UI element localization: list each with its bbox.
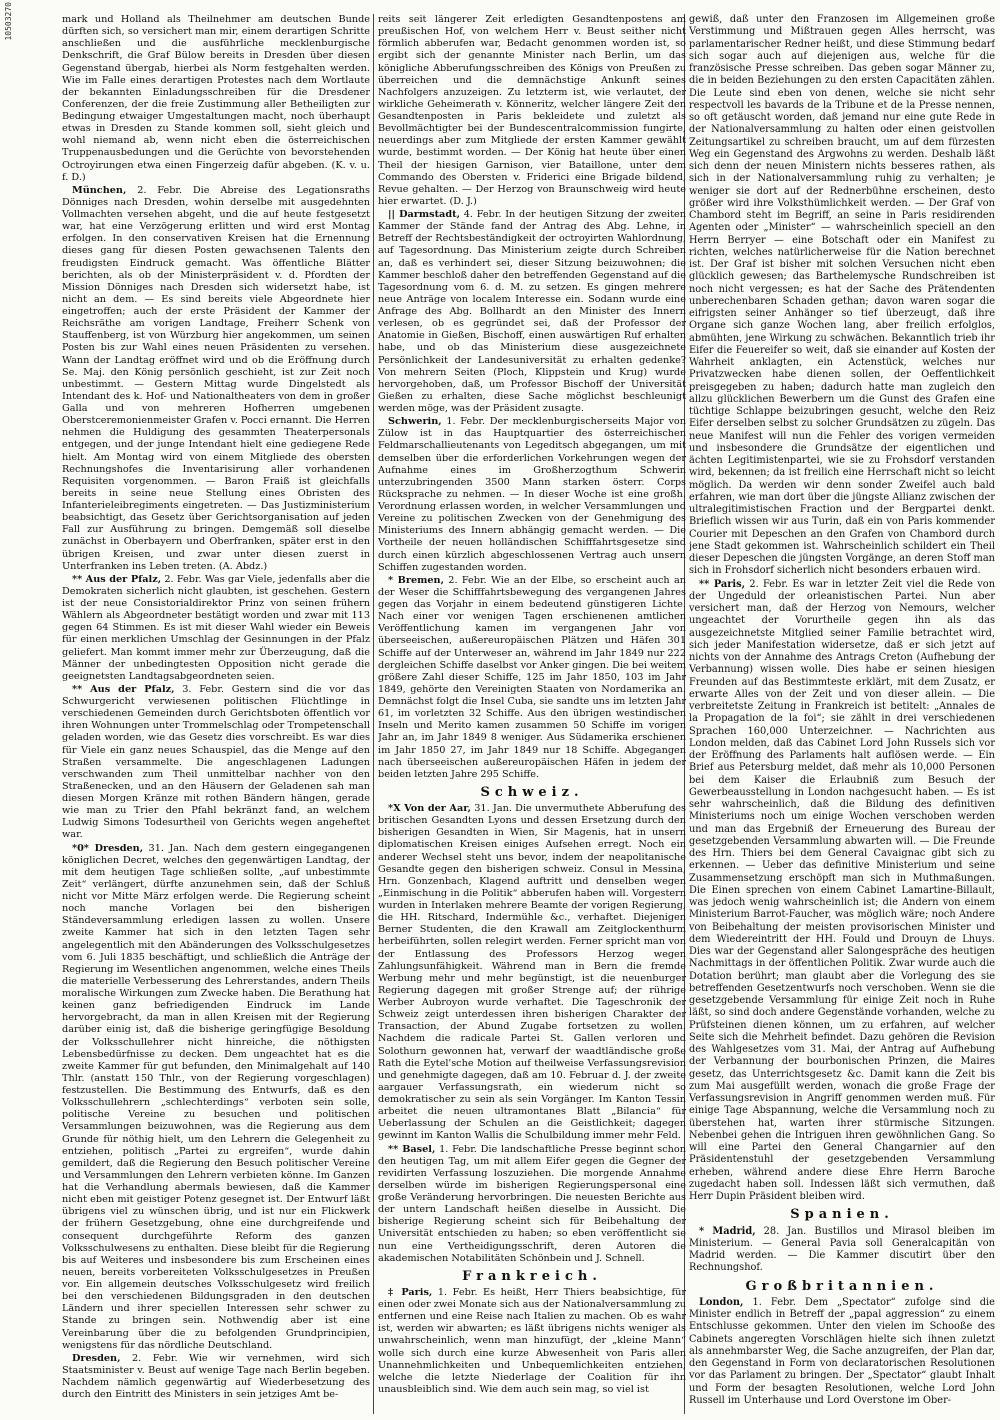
- paragraph-text: 2. Febr. Was gar Viele, jedenfalls aber die Demokraten sicherlich nicht glaubten, ist geschehen. Gestern ist der neue Consistorialdirektor Prinz von seinen frühern Wählern als Abgeordneter bestätigt worden und zwar mit 113 gegen 64 Stimmen. Es ist mit dieser Wahl wieder ein Beweis für einen merklichen Umschlag der Gesinnungen in der Pfalz geliefert. Man kommt immer mehr zur Überzeugung, daß die Männer der unbedingtesten Opposition nicht gerade die geeignetsten Landtagsabgeordneten seien.: [62, 573, 370, 682]
- article-paragraph: [378, 575, 686, 781]
- article-paragraph: [62, 574, 370, 683]
- section-heading: Schweiz.: [480, 784, 584, 800]
- paragraph-text: 2. Febr. Die Abreise des Legationsraths Dönniges nach Dresden, wohin derselbe mit ausgedehnten Vollmachten versehen abgeht, und die auf heute festgesetzt war, hat eine Verzögerung erlitten und wird erst Montag erfolgen. In den conservativen Kreisen hat die Ernennung dieses gang für diesen Posten gewachsenen Talents den freudigsten Eindruck gemacht. Was öffentliche Blätter berichten, als ob der Ministerpräsident v. d. Pfordten der Mission Dönniges nach Dresden sich widersetzt habe, ist nicht an dem. — Es sind bereits viele Abgeordnete hier eingetroffen; auch der erste Präsident der Kammer der Reichsräthe am vorigen Landtage, Freiherr Schenk von Stauffenberg, ist von Würzburg hier angekommen, um seinen Posten bis zur Wahl eines neuen Präsidenten zu versehen. Wann der Landtag eröffnet wird und ob die Eröffnung durch Se. Maj. den König persönlich geschieht, ist zur Zeit noch unbestimmt. — Gestern Mittag wurde Dingelstedt als Intendant des k. Hof- und Nationaltheaters von dem in großer Galla und von mehreren Hofherren umgebenen Oberstceremonienmeister Grafen v. Pocci ernannt. Die Herren nehmen die Huldigung des gesammten Theaterpersonals entgegen, und der junge Intendant hielt eine gediegene Rede hielt. Am Montag wird von einem Mitgliede des obersten Rechnungshofes die Inventarisirung aller vorhandenen Requisiten vorgenommen. — Baron Fraiß ist gleichfalls bereits in seine neue Stellung eines Obristen des Infanterieleibregiments eingetreten. — Das Justizministerium beabsichtigt, das Gesetz über Gerichtsorganisation auf jeden Fall zur Ausführung zu bringen. Demgemäß soll dieselbe zunächst in Oberbayern und Oberfranken, später erst in den übrigen Kreisen, und zwar unter diesen zuerst in Unterfranken ins Leben treten. (A. Abdz.): [62, 184, 370, 572]
- article-paragraph: [62, 843, 370, 1352]
- paragraph-text: 1. Febr. Dem „Spectator“ zufolge sind die Minister endlich in Betreff der „papal aggression“ zu einem Entschlusse gekommen. Unter den vielen im Schooße des Cabinets angeregten Vorschlägen hielte sich ihnen zuletzt als annehmbarster Weg, die Sache anzugreifen, der Plan dar, den Gegenstand in Form von declaratorischen Resolutionen vor das Parlament zu bringen. Der „Spectator“ glaubt Inhalt und Form der besagten Resolutionen, welche Lord John Russell im Unterhause und Lord Overstone im Ober-: [689, 1296, 995, 1406]
- article-paragraph: [62, 185, 370, 573]
- paragraph-text: 1. Febr. Es heißt, Herr Thiers beabsichtige, für einen oder zwei Monate sich aus der Nationalversammlung zu entfernen und eine Reise nach Italien zu machen. Ob es wahr ist, werden wir abwarten; es läßt übrigens nichts weniger als unwahrscheinlich, wenn man hinzufügt, der „kleine Mann“ wolle sich durch eine kurze Abwesenheit von Paris allen Unannehmlichkeiten und Unbequemlichkeiten entziehen, welche die letzte Niederlage der Coalition für ihn unausbleiblich sind. Wie dem auch sein mag, so viel ist: [378, 1286, 686, 1395]
- paragraph-text: 31. Jan. Nach dem gestern eingegangenen königlichen Decret, welches den gegenwärtigen Landtag, der mit dem heutigen Tage schließen sollte, „auf unbestimmte Zeit“ verlängert, dürfte anzunehmen sein, daß der Schluß nicht vor Mitte März erfolgen werde. Die Regierung scheint noch manche Vorlagen bei den bisherigen Ständeversammlung erledigen lassen zu wollen. Unsere zweite Kammer hat sich in den letzten Tagen sehr angelegentlich mit den Abänderungen des Volksschulgesetzes vom 6. Juli 1835 beschäftigt, und schließlich die Anträge der Regierung im Wesentlichen angenommen, welche eines Theils die materielle Verbesserung des Lehrerstandes, andern Theils moralische Wirkungen zum Zwecke haben. Die Berathung hat keinen ganz befriedigenden Eindruck im Lande hervorgebracht, da man in allen Kreisen mit der Regierung darüber einig ist, daß die bisherige geringfügige Besoldung der Volksschullehrer nicht hinreiche, die nöthigsten Lebensbedürfnisse zu decken. Dem ungeachtet hat es die zweite Kammer für gut befunden, den Minimalgehalt auf 140 Thlr. (anstatt 150 Thlr., von der Regierung vorgeschlagen) festzustellen. Die Bestimmung des Entwurfs, daß es den Volksschullehrern „schlechterdings“ verboten sein solle, politische Vereine zu besuchen und politischen Versammlungen beizuwohnen, was die Regierung aus dem Grunde für nöthig hielt, um den Lehrern die Gelegenheit zu entziehen, politisch „Partei zu ergreifen“, wurde dahin gemildert, daß die Regierung den Besuch politischer Vereine und Versammlungen den Lehrern verbieten könne. Im Ganzen hat die Verhandlung abermals bewiesen, daß die Kammer nicht eben mit geistiger Potenz gesegnet ist. Der Entwurf läßt übrigens viel zu wünschen übrig, und ist nur ein Flickwerk der frühern Gesetzgebung, ohne eine durchgreifende und consequent durchgeführte Reform des ganzen Volksschulwesens zu enthalten. Diese bleibt für die Regierung bis auf Weiteres und insbesondere bis zum Erscheinen eines neuen, bereits vorbereiteten Volksschulgesetzes in Preußen vor. Ein allgemein deutsches Volksschulgesetz wird freilich bei den verschiedenen Bildungsgraden in den deutschen Ländern und ihrer speciellen Interessen sehr schwer zu Stande zu bringen sein. Nothwendig aber ist eine Vereinbarung über die zu befolgenden Grundprincipien, wenigstens für das nördliche Deutschland.: [62, 842, 370, 1351]
- dateline: ** Aus der Pfalz,: [72, 683, 175, 695]
- article-paragraph: [62, 684, 370, 842]
- article-paragraph: [378, 803, 686, 1143]
- page-id: 10503270: [4, 2, 13, 41]
- paragraph-text: gewiß, daß unter den Franzosen im Allgemeinen große Verstimmung und Mißtrauen gegen Alles herrscht, was parlamentarischer Redner heißt, und diese Stimmung bedarf sich sogar auch auf diejenigen aus, welche für die französische Presse schreiben. Das geben sogar Männer zu, die in beiden Beziehungen zu den ersten Capacitäten zählen. Die Leute sind eben von denen, welche sie nicht sehr respectvoll les bavards de la Tribune et de la Presse nennen, so oft getäuscht worden, daß jemand nur eine gute Rede in der Nationalversammlung zu halten oder einen geistvollen Zeitungsartikel zu schreiben braucht, um auf dem fürzesten Weg ein Gegenstand des Argwohns zu werden. Deshalb läßt sich denn der neuen Ministern nichts besseres rathen, als sich in der Nationalversammlung ruhig zu verhalten; je weniger sie dort auf der Rednerbühne erscheinen, desto größer wird ihre Volksthümlichkeit werden. — Der Graf von Chambord steht im Begriff, an seine in Paris residirenden Agenten oder „Minister“ — wahrscheinlich speciell an den Herrn Berryer — eine Botschaft oder ein Manifest zu richten, welches natürlicherweise für die Nation berechnet ist. Der Graf ist bisher mit solchen Versuchen nicht eben glücklich gewesen; das Barthelemysche Rundschreiben ist noch nicht vergessen; es hat der Sache des Prätendenten unberechenbaren Schaden gethan; davon waren sogar die eifrigsten seiner Anhänger so tief überzeugt, daß ihre Organe sich ganze Wochen lang, aber freilich erfolglos, abmühten, jene Wirkung zu schwächen. Bekanntlich trieb ihr Eifer die Feuereifer so weit, daß sie einander auf Kosten der Wahrheit anklagten, ein Actenstück, welches nur Privatzwecken habe dienen sollen, der Oeffentlichkeit preisgegeben zu haben; dadurch hatte man zugleich den allzu glücklichen Bewerbern um die Gunst des Grafen eine tüchtige Schlappe beizubringen gesucht, welche den Reiz Eifer derselben selbst zu solcher Grundsätzen zu zügeln. Das neue Manifest will nun die Fehler des vorigen vermeiden und insbesondere die Grundsätze der eigentlichen und ächten Legitimistenpartei, wie sie zu Frohsdorf verstanden wird, bekennen; da ist freilich eine Herrschaft nicht so leicht möglich. Da werden wir denn sonder Zweifel auch bald erfahren, wie man dort über die jüngste Allianz zwischen der ultralegitimistischen Fraction und der Bergpartei denkt. Brieflich wissen wir aus Turin, daß ein von Paris kommender Courier mit Depeschen an den Grafen von Chambord durch jene Stadt gekommen ist. Wahrscheinlich schildert ein Theil dieser Depeschen die jüngsten Vorgänge, an deren Stoff man sich in Frohsdorf sicherlich nicht besonders erbauen wird.: [689, 14, 995, 577]
- article-paragraph: [378, 416, 686, 574]
- dateline: * Madrid,: [699, 1225, 756, 1237]
- dateline: ** Aus der Pfalz,: [72, 573, 162, 585]
- column-rule: [373, 14, 374, 1414]
- dateline: *X Von der Aar,: [388, 803, 471, 814]
- article-paragraph: [689, 14, 995, 578]
- article-paragraph: [689, 1226, 995, 1275]
- paragraph-text: 31. Jan. Die unvermuthete Abberufung des britischen Gesandten Lyons und dessen Ersetzung durch den bisherigen Gesandten in Wien, Sir Magenis, hat in unsern diplomatischen Kreisen einiges Aufsehen erregt. Noch ein anderer Wechsel steht uns bevor, indem der neapolitanische Gesandte gegen den bisherigen schweiz. Consul in Messina, Hrn. Gonzenbach, Klagend auftritt und denselben wegen „Einmischung in die Politik“ abberufen haben will. Vorgestern wurden in Interlaken mehrere Beamte der vorigen Regierung, die HH. Ritschard, Indermühle &c., verhaftet. Diejenigen Berner Studenten, die den Krawall am Zeitglockenthurm herbeiführten, sollen relegirt werden. Ferner spricht man von der Entlassung des Professors Herzog wegen Zahlungsunfähigkeit. Während man in Bern die fremde Werbung mehr und mehr begünstigt, ist die neuenburger Regierung dagegen mit großer Strenge auf; der rührige Werber Aubroyon wurde verhaftet. Die Tageschronik der Schweiz zeigt unterdessen ihren bisherigen Charakter der Transaction, der Abund Zugabe fortsetzen zu wollen. Nachdem die radicale Partei St. Gallen verloren und Solothurn gewonnen hat, verwarf der waadtländische große Rath die Eytel'sche Motion auf theilweise Verfassungsrevision und genehmigte dagegen, daß am 10. Februar d. J. der zweite aargauer Verfassungsrath, ein wiederum nicht so demokratischer zu sein als sein Vorgänger. Im Kanton Tessin arbeitet die neuen ultramontanes Blatt „Bilancia“ für Ueberlassung der Schulen an die Geistlichkeit; dagegen gewinnt im Kanton Wallis die Schulbildung immer mehr Feld.: [378, 803, 686, 1142]
- paragraph-text: 2. Febr. Wie wir vernehmen, wird sich Staatsminister v. Beust auf wenige Tage nach Berlin begeben. Nachdem nämlich gegenwärtig auf Wiederbesetzung des durch den Eintritt des Ministers in sein jetziges Amt be-: [62, 1352, 370, 1401]
- dateline: || Darmstadt,: [388, 209, 460, 220]
- section-heading: Frankreich.: [462, 1268, 602, 1284]
- column-3: [689, 14, 995, 1414]
- article-paragraph: [378, 1287, 686, 1396]
- dateline: Dresden,: [72, 1352, 121, 1364]
- section-heading: Spanien.: [790, 1207, 894, 1223]
- dateline: München,: [72, 184, 127, 196]
- article-paragraph: [62, 1353, 370, 1402]
- dateline: *0* Dresden,: [72, 842, 144, 854]
- paragraph-text: 1. Febr. Die landschaftliche Presse beginnt schon den heutigen Tag, um mit allem Eifer gegen die Gegner der revidirten Verfassung loszuziehen. Die morgende Annahme derselben würde im bisherigen Regierungspersonal eine große Veränderung hervorbringen. Die neuesten Berichte aus der untern Landschaft heißen dieselbe in Aussicht. Die bisherige Regierung scheint sich für Beibehaltung der Universität entschieden zu haben; so eben veröffentlicht sie nun eine Vertheidigungsschrift, deren Autoren die akademischen Notabilitäten Schönbein und J. Schnell.: [378, 1143, 686, 1264]
- paragraph-text: 1. Febr. Der mecklenburgischerseits Major von Zülow ist in das Hauptquartier des österreichischen Feldmarschallieutenants von Legeditsch abgegangen, um mit demselben über die erforderlichen Vorkehrungen wegen der Aufnahme eines im Großherzogthum Schwerin unterzubringenden 3500 Mann starken österr. Corps Rücksprache zu nehmen. — In dieser Woche ist eine großh. Verordnung erlassen worden, in welcher Versammlungen und Vereine zu politischen Zwecken von der Genehmigung des Ministeriums des Innern abhängig gemacht werden. — Die Vortheile der neuen holländischen Schifffahrtsgesetze sind durch einen kürzlich abgeschlossenen Vertrag auch unsern Schiffen zugestanden worden.: [378, 416, 686, 573]
- dateline: ** Paris,: [699, 578, 746, 590]
- dateline: London,: [699, 1296, 744, 1308]
- column-2: [378, 14, 686, 1414]
- article-paragraph: [378, 14, 686, 208]
- paragraph-text: reits seit längerer Zeit erledigten Gesandtenpostens am preußischen Hof, von welchem Herr v. Beust seither nicht förmlich abberufen war, Bedacht genommen worden ist, so ergibt sich der genannte Minister nach Berlin, um das königliche Abberufungsschreiben des Königs von Preußen zu überreichen und die demnächstige Ankunft seines Nachfolgers anzuzeigen. Zu letzterm ist, wie verlautet, der wirkliche Geheimerath v. Könneritz, welcher längere Zeit den Gesandtenposten in Paris bekleidete und zuletzt als Bevollmächtigter bei der Bundescentralcommission fungirte, neuerdings aber zum Mitgliede der ersten Kammer gewählt wurde, bestimmt worden. — Der König hat heute über einen Theil der hiesigen Garnison, vier Bataillone, unter dem Commando des Obersten v. Friderici eine Brigade bildend, Revue gehalten. — Der Herzog von Braunschweig wird heute hier erwartet. (D. J.): [378, 14, 686, 207]
- paragraph-text: 2. Febr. Es war in letzter Zeit viel die Rede von der Ungeduld der orleanistischen Partei. Nun aber versichert man, daß der Herzog von Nemours, welcher ungeachtet der Vorurtheile gegen ihn als das ausgezeichnetste Mitglied seiner Familie betrachtet wird, sich jeder Manifestation widersetze, daß er sich jetzt auf nichts von der Annahme des Antrags Creton (Aufhebung der Verbannung) wissen wolle. Dies habe er seinen hiesigen Freunden auf das Bestimmteste erklärt, mit dem Zusatz, er erwarte Alles von der Zeit und von dieser allein. — Die verbreitetste Zeitung in Frankreich ist betitelt: „Annales de la Propagation de la foi“; sie zählt in drei verschiedenen Sprachen 160,000 Unterzeichner. — Nachrichten aus London melden, daß das Cabinet Lord John Russels sich vor der Eröffnung des Parlaments halt auflösen werde. — Ein Brief aus Petersburg meldet, daß mehr als 10,000 Personen bei dem Kaiser die Erlaubniß zum Besuch der Gewerbeausstellung in London nachgesucht haben. — Es ist sehr wahrscheinlich, daß die Bildung des definitiven Ministeriums noch um einige Wochen verschoben werden und man das Ergebniß der Erneuerung des Bureau der gesetzgebenden Versammlung abwarten will. — Die Freunde des Hrn. Thiers bei dem General Cavaignac gibt sich zu erkennen. — Ueber das definitive Ministerium und seine Zusammensetzung erschöpft man sich in Muthmaßungen. Die Einen sprechen von einem Cabinet Lamartine-Billault, was jedoch wenig wahrscheinlich ist; die Andern von einem Ministerium Barrot-Faucher, was möglich wäre; noch Andere von Beibehaltung der meisten provisorischen Minister und dem Wiedereintritt der HH. Fould und Drouyn de Lhuys. Dies war der Gegenstand aller Salongespräche des heutigen Nachmittags in der öffentlichen Politik. Zwar wurde auch die Dotation berührt; man glaubt aber die Vorlegung des sie betreffenden Gesetzentwurfs noch verschoben. Wenn sie die gesetzgebende Versammlung für einige Zeit noch in Ruhe läßt, so sind doch andere Gegenstände vorhanden, welche zu Prüfsteinen dienen können, um zu erfahren, auf welcher Seite sich die Mehrheit befindet. Dazu gehören die Revision des Wahlgesetzes vom 31. Mai, der Antrag auf Aufhebung der Verbannung der bourbonischen Prinzen, die Maires gesetz, das Unterrichtsgesetz &c. Damit kann die Zeit bis zum Mai ausgefüllt werden, wonach die große Frage der Verfassungsrevision in Angriff genommen werden muß. Für einige Tage Abspannung, welche die Versammlung noch zu überstehen hat, warten ihrer stürmische Sitzungen. Nebenbei gehen die Intriguen ihren gewöhnlichen Gang. So will eine Partei den General Changarnier auf den Präsidentenstuhl der gesetzgebenden Versammlung erheben, während andere diese Ehre Herrn Baroche zugedacht haben soll. Indessen läßt sich vermuthen, daß Herr Dupin Präsident bleiben wird.: [689, 578, 995, 1202]
- paragraph-text: 4. Febr. In der heutigen Sitzung der zweiten Kammer der Stände fand der Antrag des Abg. Lehne, in Betreff der Rechtsbeständigkeit der octroyirten Wahlordnung, auf Tagesordnung. Das Ministerium zeigte durch Schreiben an, daß es verhindert sei, dieser Sitzung beizuwohnen; die Kammer beschloß daher den betreffenden Gegenstand auf die Tagesordnung vom 6. d. M. zu setzen. Es gingen mehrere neue Anträge von localem Interesse ein. Sodann wurde eine Anfrage des Abg. Bollhardt an den Minister des Innern verlesen, ob es gegründet sei, daß der Professor der Anatomie in Gießen, Bischoff, einen auswärtigen Ruf erhalten habe, und ob das Ministerium diese ausgezeichnete Persönlichkeit der Landesuniversität zu erhalten gedenke? Von mehrern Seiten (Ploch, Klippstein und Krug) wurde hervorgehoben, daß, um Professor Bischoff der Universität Gießen zu erhalten, diese Sache möglichst beschleunigt werden möge, was der Präsident zusagte.: [378, 209, 686, 414]
- dateline: ** Basel,: [388, 1143, 436, 1155]
- article-paragraph: [378, 209, 686, 415]
- article-paragraph: [689, 1297, 995, 1407]
- article-paragraph: [378, 1144, 686, 1265]
- paragraph-text: 28. Jan. Bustillos und Mirasol bleiben im Ministerium. — General Pavia soll Generalcapitän von Madrid werden. — Die Kammer discutirt über den Rechnungshof.: [689, 1225, 995, 1274]
- dateline: ‡ Paris,: [388, 1286, 433, 1298]
- paragraph-text: mark und Holland als Theilnehmer am deutschen Bunde dürften sich, so versichert man mir, einem derartigen Schritte anschließen und die ausführliche mecklenburgische Denkschrift, die Graf Bülow bereits in Dresden über diesen Gegenstand übergab, hierbei als Norm festgehalten werden. Wie im Falle eines derartigen Protestes nach dem Wortlaute der bekannten Einladungsschreiben für die Dresdener Conferenzen, der die freie Zustimmung aller Betheiligten zur Bedingung etwaiger Umgestaltungen macht, noch überhaupt etwas in Dresden zu Stande kommen soll, sieht gleich und wohl niemand ab, wenn nicht eben die österreichischen Truppenausbedungen und die Gerüchte von bevorstehenden Octroyirungen etwa einen Fingerzeig dafür abgeben. (K. v. u. f. D.): [62, 14, 370, 183]
- article-paragraph: [62, 14, 370, 184]
- column-1: [62, 14, 370, 1414]
- article-paragraph: [689, 579, 995, 1204]
- dateline: Schwerin,: [388, 416, 442, 428]
- paragraph-text: 3. Febr. Gestern sind die vor das Schwurgericht verwiesenen politischen Flüchtlinge in verschiedenen Gemeinden durch Gerichtsboten öffentlich vor ihren Wohnungen unter Trommelschlag oder Trompetenschall geladen worden, wie das Gesetz dies vorschreibt. Es war dies für Viele ein ganz neues Schauspiel, das die Menge auf den Straßen versammelte. Die angeschlagenen Ladungen verschwanden zum Theil unmittelbar nachher von den Straßenecken, und an den Häusern der Geladenen sah man diesen Morgen Kränze mit rothen Bändern hängen, gerade wie man zu Trier den Pfahl bekränzt fand, an welchem Ludwig Simons Todesurtheil von Gerichts wegen angeheftet war.: [62, 683, 370, 841]
- paragraph-text: 2. Febr. Wie an der Elbe, so erscheint auch an der Weser die Schifffahrtsbewegung des vergangenen Jahres gegen das Vorjahr in einem bedeutend günstigeren Lichte. Nach einer vor wenigen Tagen erschienenen amtlichen Veröffentlichung kamen im vergangenen Jahr von überseeischen, außereuropäischen Plätzen und Häfen 301 Schiffe auf der Unterweser an, während im Jahr 1849 nur 222 dergleichen Schiffe daselbst vor Anker gingen. Die bei weitem größere Zahl dieser Schiffe, 125 im Jahr 1850, 103 im Jahr 1849, gehörte den Vereinigten Staaten von Nordamerika an. Demnächst folgt die Insel Cuba, sie sandte uns im letzten Jahr 61, im vorletzten 32 Schiffe. Aus den übrigen westindischen Inseln und Merito kamen zusammen 50 Schiffe im vorigen Jahr an, im Jahr 1849 8 weniger. Aus Südamerika erschienen im Jahr 1850 27, im Jahr 1849 nur 18 Schiffe. Abgegangen nach überseeischen außereuropäischen Häfen in jedem der beiden letzten Jahre 295 Schiffe.: [378, 574, 686, 780]
- section-heading: Großbritannien.: [745, 1278, 939, 1294]
- dateline: * Bremen,: [388, 574, 444, 586]
